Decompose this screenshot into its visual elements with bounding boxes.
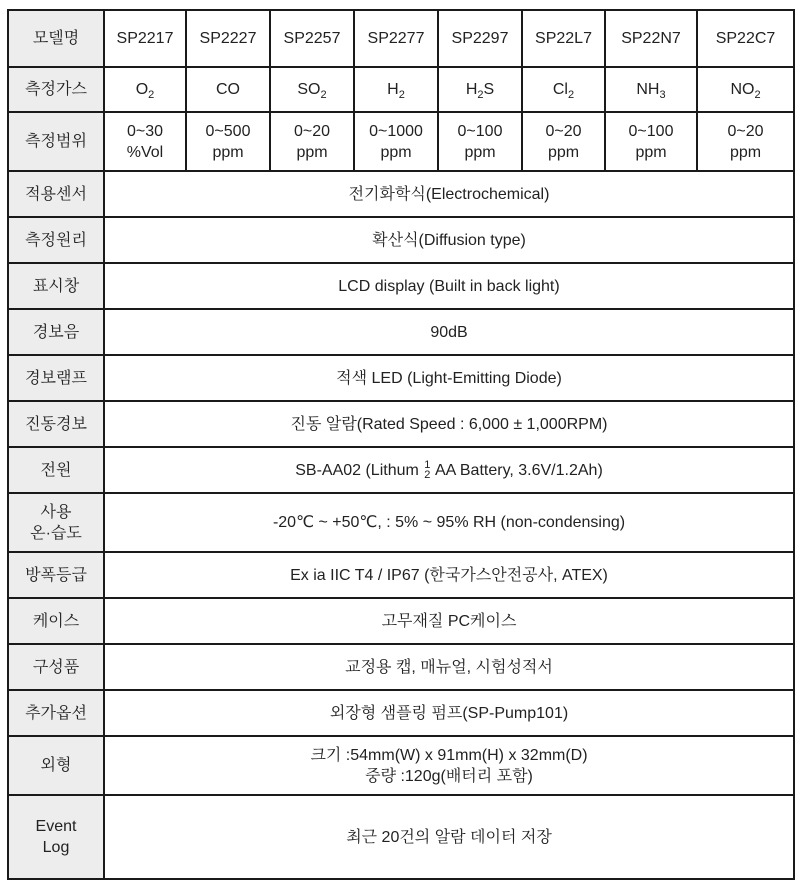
- gas-cell: CO: [186, 67, 270, 112]
- value-display: LCD display (Built in back light): [104, 263, 794, 309]
- gas-cell: $NO_2$: [697, 67, 794, 112]
- row-power: [8, 447, 794, 493]
- row-environment: [8, 493, 794, 552]
- range-cell: 0~20 ppm: [522, 112, 605, 171]
- range-cell: 0~20 ppm: [270, 112, 354, 171]
- label-power: 전원: [8, 447, 104, 493]
- value-sensor: 전기화학식(Electrochemical): [104, 171, 794, 217]
- value-environment: -20℃ ~ +50℃, : 5% ~ 95% RH (non-condensing): [104, 493, 794, 552]
- model-cell: SP22L7: [522, 10, 605, 67]
- gas-cell: $O_2$: [104, 67, 186, 112]
- value-options: 외장형 샘플링 펌프(SP-Pump101): [104, 690, 794, 736]
- row-gas: [8, 67, 794, 112]
- label-alarm-lamp: 경보램프: [8, 355, 104, 401]
- label-explosion: 방폭등급: [8, 552, 104, 598]
- label-gas: 측정가스: [8, 67, 104, 112]
- value-alarm-sound: 90dB: [104, 309, 794, 355]
- range-cell: 0~100 ppm: [605, 112, 697, 171]
- row-principle: [8, 217, 794, 263]
- row-case: [8, 598, 794, 644]
- gas-cell: $H_2$: [354, 67, 438, 112]
- label-model: 모델명: [8, 10, 104, 67]
- range-cell: 0~100 ppm: [438, 112, 522, 171]
- row-options: [8, 690, 794, 736]
- label-options: 추가옵션: [8, 690, 104, 736]
- label-vibration: 진동경보: [8, 401, 104, 447]
- label-dimensions: 외형: [8, 736, 104, 795]
- label-range: 측정범위: [8, 112, 104, 171]
- gas-cell: $SO_2$: [270, 67, 354, 112]
- row-model: [8, 10, 794, 67]
- row-display: [8, 263, 794, 309]
- gas-cell: $NH_3$: [605, 67, 697, 112]
- range-cell: 0~1000 ppm: [354, 112, 438, 171]
- range-cell: 0~20 ppm: [697, 112, 794, 171]
- model-cell: SP2217: [104, 10, 186, 67]
- row-alarm-lamp: [8, 355, 794, 401]
- row-vibration: [8, 401, 794, 447]
- label-display: 표시창: [8, 263, 104, 309]
- label-sensor: 적용센서: [8, 171, 104, 217]
- gas-cell: $Cl_2$: [522, 67, 605, 112]
- label-components: 구성품: [8, 644, 104, 690]
- label-principle: 측정원리: [8, 217, 104, 263]
- value-power: SB-AA02 (Lithum 1 2 AA Battery, 3.6V/1.2Ah): [104, 447, 794, 493]
- model-cell: SP2257: [270, 10, 354, 67]
- row-components: [8, 644, 794, 690]
- row-alarm-sound: [8, 309, 794, 355]
- spec-table: [7, 9, 795, 880]
- value-components: 교정용 캡, 매뉴얼, 시험성적서: [104, 644, 794, 690]
- model-cell: SP2297: [438, 10, 522, 67]
- range-cell: 0~30 %Vol: [104, 112, 186, 171]
- fraction: 1 2: [424, 459, 431, 482]
- value-alarm-lamp: 적색 LED (Light-Emitting Diode): [104, 355, 794, 401]
- value-case: 고무재질 PC케이스: [104, 598, 794, 644]
- label-case: 케이스: [8, 598, 104, 644]
- row-event-log: [8, 795, 794, 879]
- value-event-log: 최근 20건의 알람 데이터 저장: [104, 795, 794, 879]
- model-cell: SP2227: [186, 10, 270, 67]
- row-range: [8, 112, 794, 171]
- model-cell: SP22N7: [605, 10, 697, 67]
- row-sensor: [8, 171, 794, 217]
- row-dimensions: [8, 736, 794, 795]
- range-cell: 0~500 ppm: [186, 112, 270, 171]
- model-cell: SP22C7: [697, 10, 794, 67]
- value-explosion: Ex ia IIC T4 / IP67 (한국가스안전공사, ATEX): [104, 552, 794, 598]
- value-vibration: 진동 알람(Rated Speed : 6,000 ± 1,000RPM): [104, 401, 794, 447]
- label-alarm-sound: 경보음: [8, 309, 104, 355]
- label-event-log: Event Log: [8, 795, 104, 879]
- gas-cell: $H_2S$: [438, 67, 522, 112]
- model-cell: SP2277: [354, 10, 438, 67]
- row-explosion: [8, 552, 794, 598]
- value-principle: 확산식(Diffusion type): [104, 217, 794, 263]
- value-dimensions: 크기 :54mm(W) x 91mm(H) x 32mm(D) 중량 :120g(배터리 포함): [104, 736, 794, 795]
- label-environment: 사용 온·습도: [8, 493, 104, 552]
